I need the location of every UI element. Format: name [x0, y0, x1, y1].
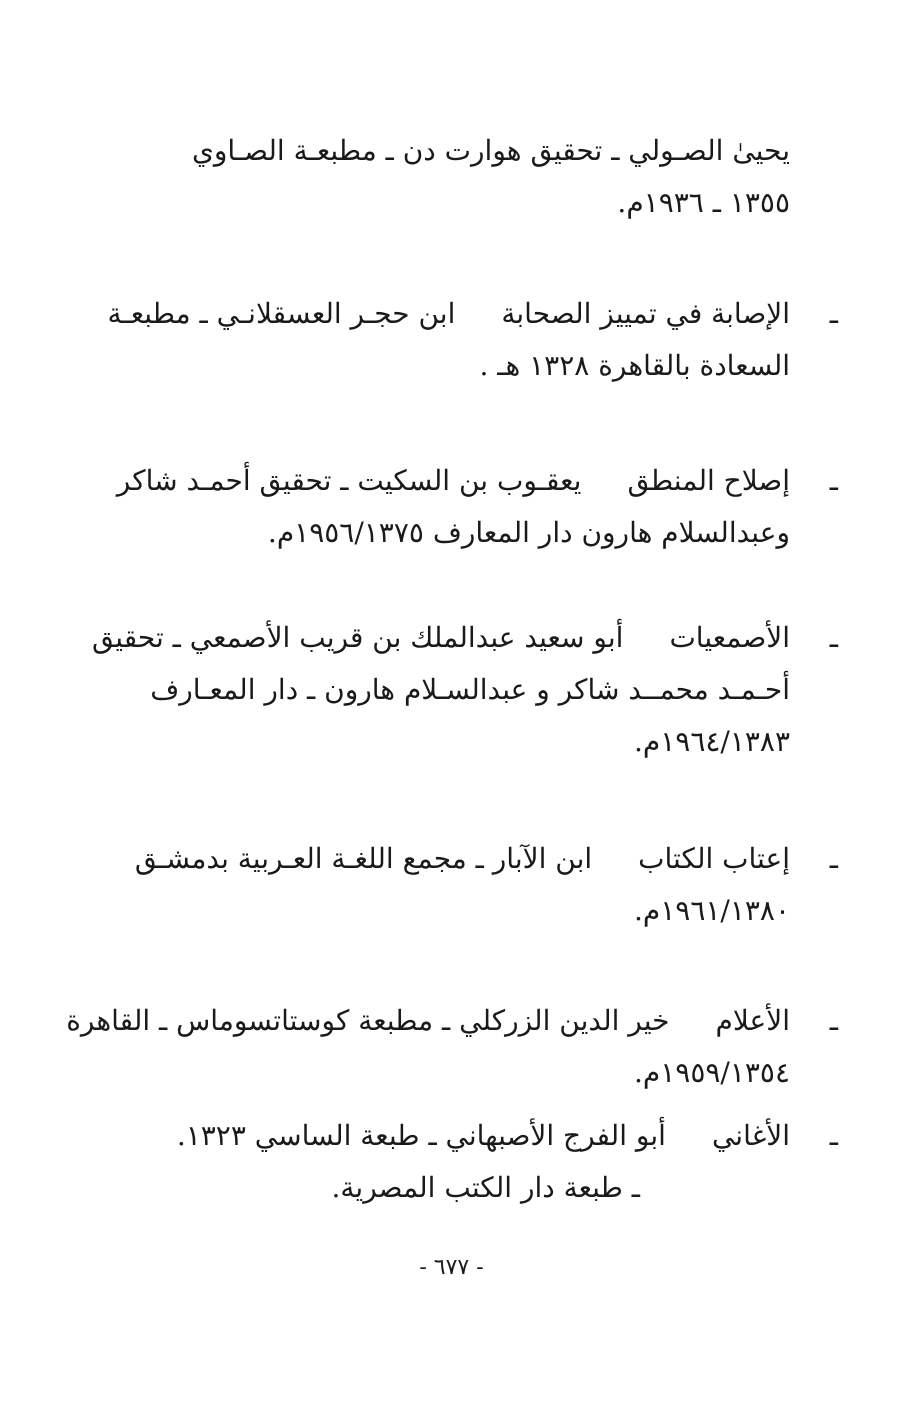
bibliography-entry [130, 125, 790, 229]
entry-title: الأغاني [711, 1119, 790, 1152]
entry-line: ١٩٦٤/١٣٨٣م. [634, 725, 790, 758]
entry-title: الأصمعيات [669, 621, 790, 654]
entry-line: وعبدالسلام هارون دار المعارف ١٩٥٦/١٣٧٥م. [267, 516, 790, 549]
entry-author: أبو الفرج الأصبهاني ـ طبعة الساسي ١٣٢٣. [176, 1119, 666, 1152]
bibliography-entry [116, 455, 838, 559]
bibliography-entry [66, 995, 838, 1099]
entry-title: إعتاب الكتاب [638, 842, 790, 875]
entry-title: إصلاح المنطق [627, 464, 790, 497]
entry-line: ١٩٥٩/١٣٥٤م. [634, 1056, 790, 1089]
entry-line: ١٩٦١/١٣٨٠م. [634, 894, 790, 927]
list-dash: ـ [829, 842, 838, 875]
entry-author: أبو سعيد عبدالملك بن قريب الأصمعي ـ تحقيق [91, 621, 624, 654]
entry-title: الإصابة في تمييز الصحابة [501, 297, 790, 330]
entry-author: يعقـوب بن السكيت ـ تحقيق أحمـد شاكر [116, 464, 582, 497]
page-number: - ٦٧٧ - [419, 1255, 484, 1280]
entry-title: الأعلام [715, 1004, 790, 1037]
list-dash: ـ [829, 1119, 838, 1152]
entry-line: يحيىٰ الصـولي ـ تحقيق هوارت دن ـ مطبعـة الصـاوي [191, 134, 790, 167]
entry-author: ابن حجـر العسقلانـي ـ مطبعـة [107, 297, 456, 330]
entry-line: السعادة بالقاهرة ١٣٢٨ هـ . [479, 349, 790, 382]
list-dash: ـ [829, 464, 838, 497]
bibliography-entry [130, 833, 838, 937]
entry-author: ابن الآبار ـ مجمع اللغـة العـربية بدمشـق [134, 842, 593, 875]
bibliography-entry [130, 1110, 838, 1214]
entry-line: أحـمـد محمــد شاكر و عبدالسـلام هارون ـ دار المعـارف [150, 673, 790, 706]
list-dash: ـ [829, 1004, 838, 1037]
list-dash: ـ [829, 621, 838, 654]
entry-author: خير الدين الزركلي ـ مطبعة كوستاتسوماس ـ القاهرة [66, 1004, 670, 1037]
entry-line: ـ طبعة دار الكتب المصرية. [331, 1171, 640, 1204]
bibliography-entry [91, 612, 838, 768]
entry-line: ١٣٥٥ ـ ١٩٣٦م. [617, 186, 790, 219]
bibliography-entry [107, 288, 838, 392]
list-dash: ـ [829, 297, 838, 330]
